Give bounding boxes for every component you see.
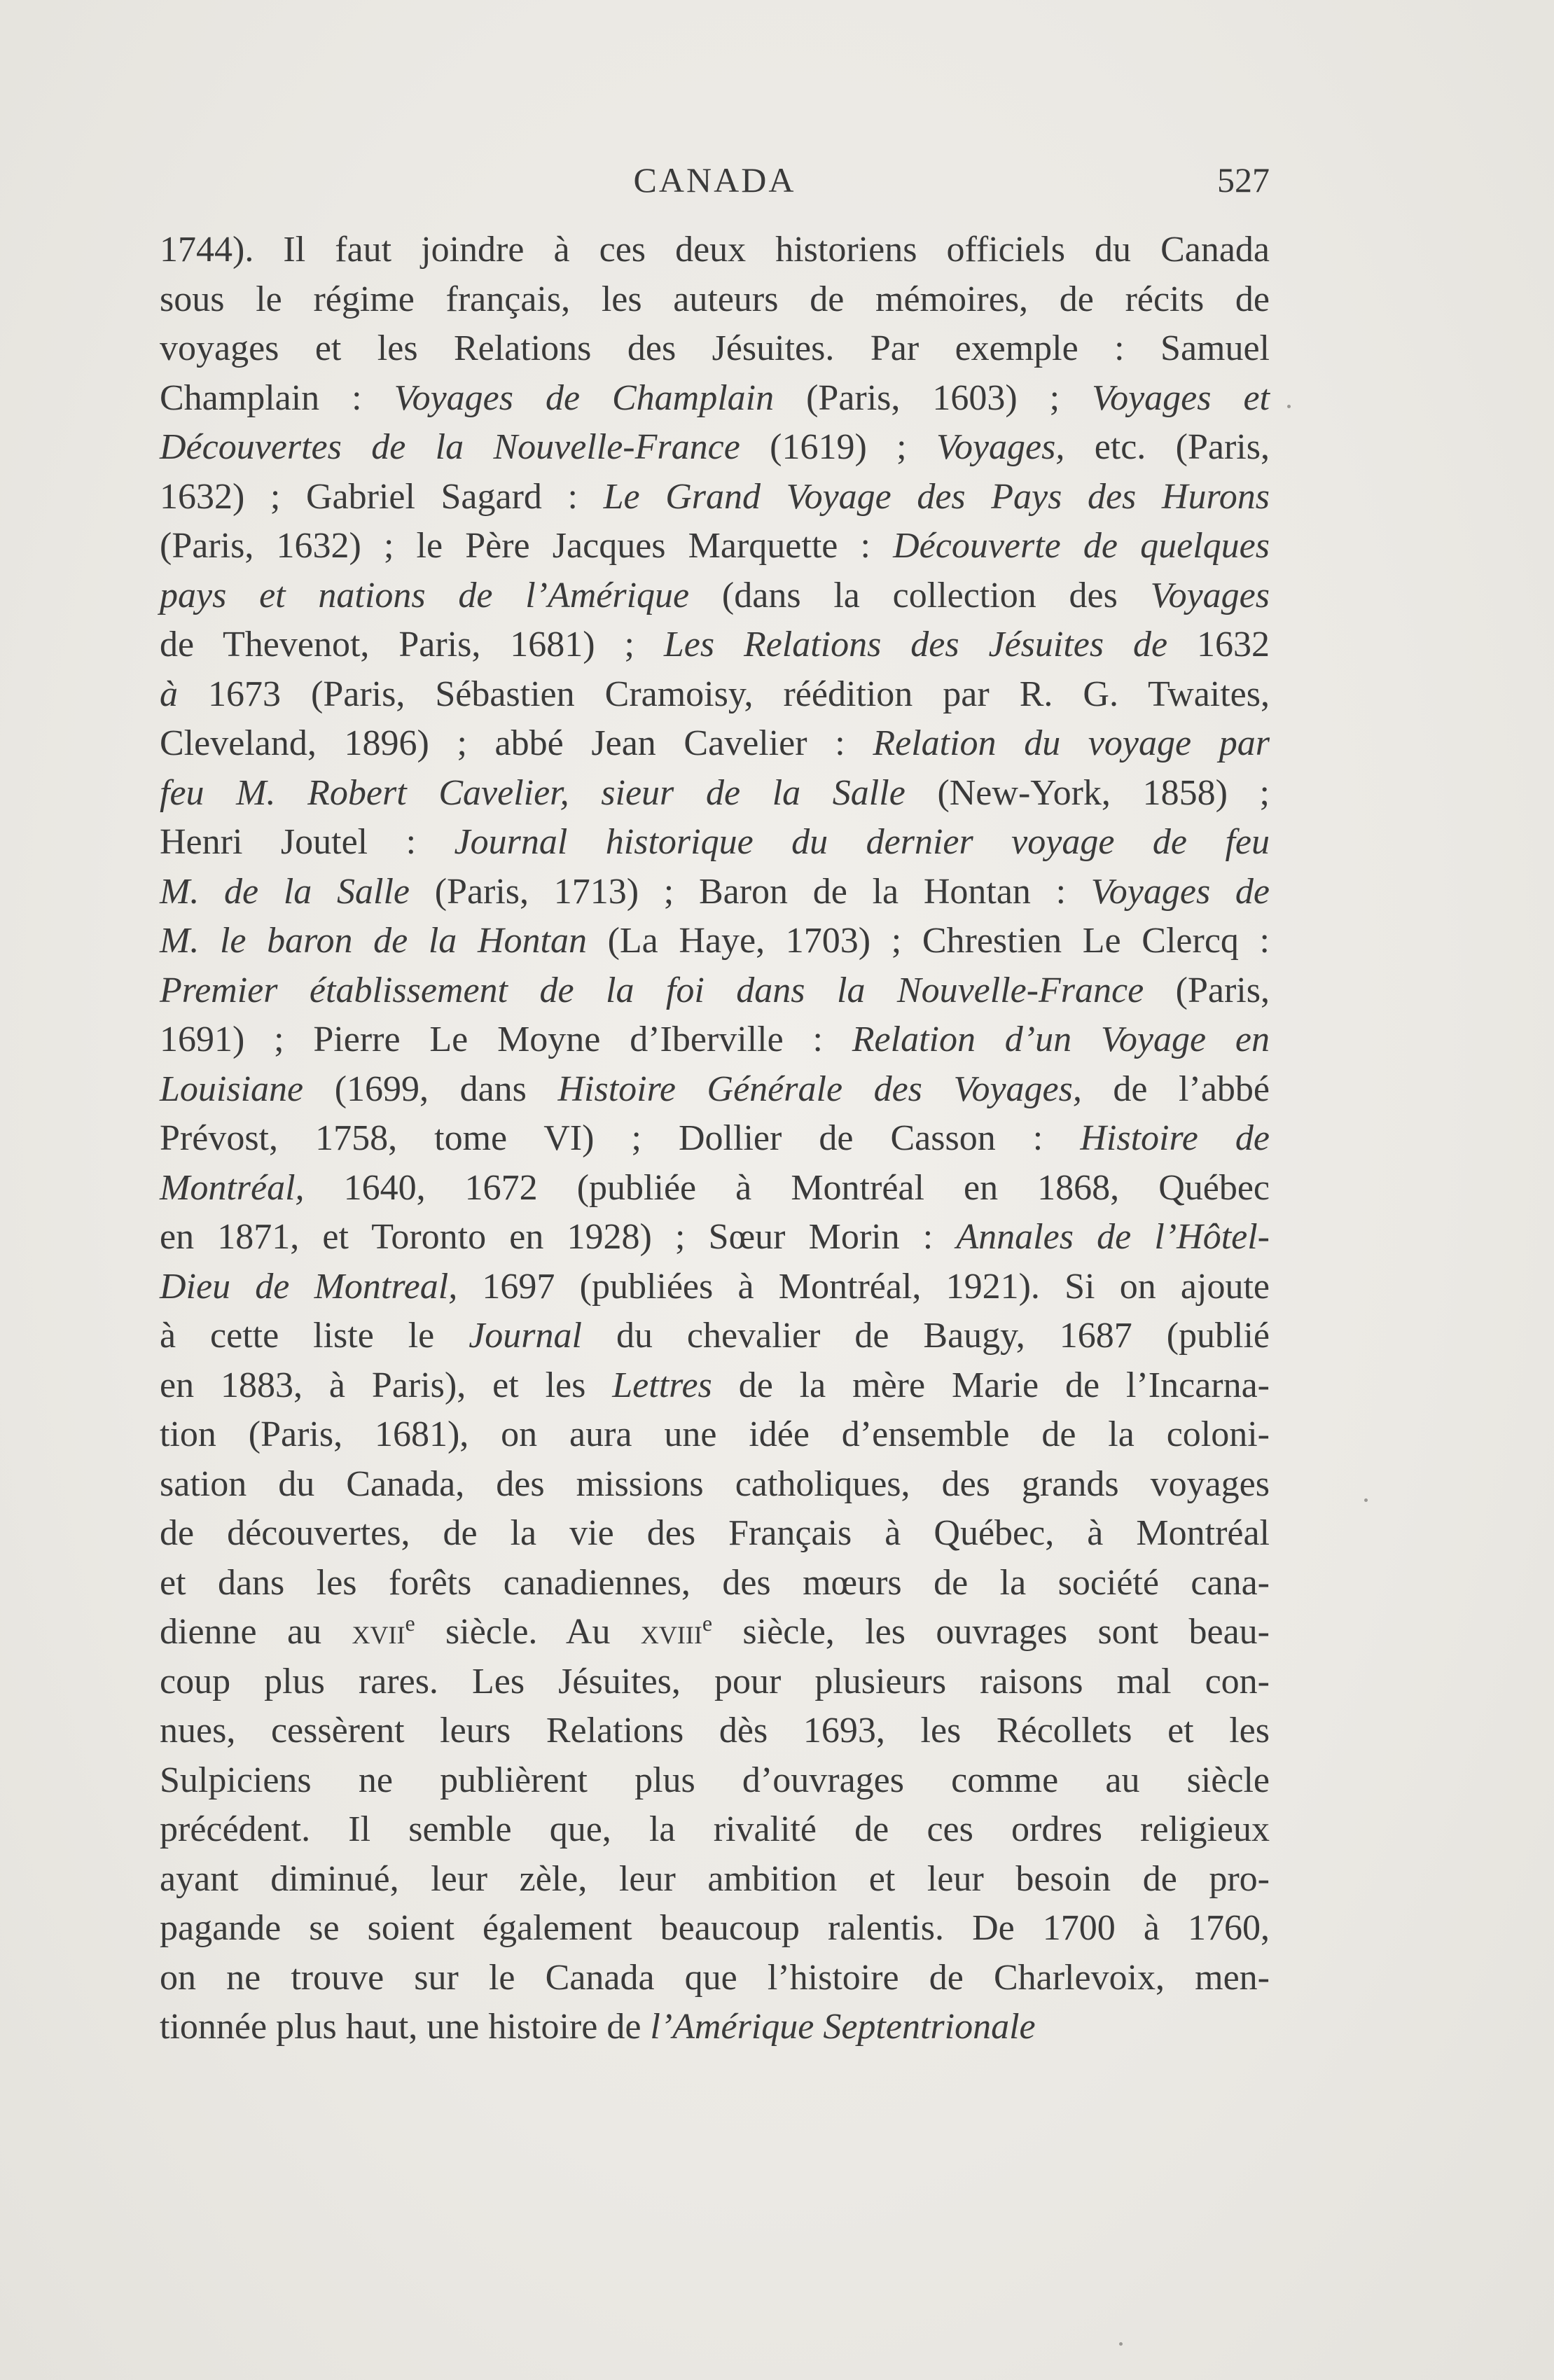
text-line: nues, cessèrent leurs Relations dès 1693, les Récollets et les bbox=[160, 1711, 1270, 1751]
text-line: feu M. Robert Cavelier, sieur de la Salle (New-York, 1858) ; bbox=[160, 772, 1270, 813]
body-paragraph bbox=[160, 225, 1270, 2052]
text-line: Champlain : Voyages de Champlain (Paris, 1603) ; Voyages et bbox=[160, 377, 1270, 418]
text-line: M. le baron de la Hontan (La Haye, 1703) ; Chrestien Le Clercq : bbox=[160, 921, 1270, 961]
text-line: Découvertes de la Nouvelle-France (1619) ; Voyages, etc. (Paris, bbox=[160, 427, 1270, 467]
paper-speck bbox=[1364, 1498, 1368, 1502]
text-line: on ne trouve sur le Canada que l’histoire de Charlevoix, men- bbox=[160, 1957, 1270, 1998]
text-line: à cette liste le Journal du chevalier de Baugy, 1687 (publié bbox=[160, 1316, 1270, 1356]
page-number: 527 bbox=[1217, 160, 1270, 200]
text-line: pays et nations de l’Amérique (dans la collection des Voyages bbox=[160, 575, 1270, 615]
text-line: pagande se soient également beaucoup ralentis. De 1700 à 1760, bbox=[160, 1908, 1270, 1948]
text-line: en 1871, et Toronto en 1928) ; Sœur Morin : Annales de l’Hôtel- bbox=[160, 1217, 1270, 1257]
text-line: et dans les forêts canadiennes, des mœurs de la société cana- bbox=[160, 1562, 1270, 1603]
text-line: 1744). Il faut joindre à ces deux historiens officiels du Canada bbox=[160, 230, 1270, 270]
text-line: ayant diminué, leur zèle, leur ambition et leur besoin de pro- bbox=[160, 1858, 1270, 1899]
text-line: 1632) ; Gabriel Sagard : Le Grand Voyage des Pays des Hurons bbox=[160, 476, 1270, 517]
text-line: à 1673 (Paris, Sébastien Cramoisy, réédition par R. G. Twaites, bbox=[160, 674, 1270, 714]
text-line: sous le régime français, les auteurs de mémoires, de récits de bbox=[160, 279, 1270, 319]
text-line: coup plus rares. Les Jésuites, pour plusieurs raisons mal con- bbox=[160, 1661, 1270, 1702]
text-line: sation du Canada, des missions catholiques, des grands voyages bbox=[160, 1463, 1270, 1504]
text-line: tion (Paris, 1681), on aura une idée d’ensemble de la coloni- bbox=[160, 1414, 1270, 1454]
text-line: Cleveland, 1896) ; abbé Jean Cavelier : Relation du voyage par bbox=[160, 723, 1270, 763]
paper-speck bbox=[1287, 405, 1291, 408]
running-title: CANADA bbox=[633, 160, 796, 200]
text-line: Dieu de Montreal, 1697 (publiées à Montréal, 1921). Si on ajoute bbox=[160, 1266, 1270, 1307]
text-line: de Thevenot, Paris, 1681) ; Les Relations des Jésuites de 1632 bbox=[160, 625, 1270, 664]
text-line: Premier établissement de la foi dans la Nouvelle-France (Paris, bbox=[160, 970, 1270, 1010]
text-line: Louisiane (1699, dans Histoire Générale des Voyages, de l’abbé bbox=[160, 1069, 1270, 1109]
text-line: (Paris, 1632) ; le Père Jacques Marquette : Découverte de quelques bbox=[160, 526, 1270, 566]
text-line: M. de la Salle (Paris, 1713) ; Baron de la Hontan : Voyages de bbox=[160, 871, 1270, 912]
text-line: précédent. Il semble que, la rivalité de ces ordres religieux bbox=[160, 1809, 1270, 1849]
text-line: Sulpiciens ne publièrent plus d’ouvrages comme au siècle bbox=[160, 1760, 1270, 1800]
text-line: Prévost, 1758, tome VI) ; Dollier de Casson : Histoire de bbox=[160, 1118, 1270, 1158]
text-line: 1691) ; Pierre Le Moyne d’Iberville : Relation d’un Voyage en bbox=[160, 1019, 1270, 1059]
text-line: Henri Joutel : Journal historique du dernier voyage de feu bbox=[160, 822, 1270, 862]
text-line: de découvertes, de la vie des Français à Québec, à Montréal bbox=[160, 1513, 1270, 1553]
text-line: dienne au xvii$^e$ siècle. Au xviii$^e$ siècle, les ouvrages sont beau- bbox=[160, 1610, 1270, 1652]
paper-speck bbox=[1119, 2342, 1123, 2346]
text-line: voyages et les Relations des Jésuites. Par exemple : Samuel bbox=[160, 328, 1270, 368]
text-line: Montréal, 1640, 1672 (publiée à Montréal en 1868, Québec bbox=[160, 1167, 1270, 1208]
running-head bbox=[160, 155, 1270, 204]
text-line: en 1883, à Paris), et les Lettres de la mère Marie de l’Incarna- bbox=[160, 1365, 1270, 1405]
text-line: tionnée plus haut, une histoire de l’Amérique Septentrionale bbox=[160, 2007, 1036, 2047]
